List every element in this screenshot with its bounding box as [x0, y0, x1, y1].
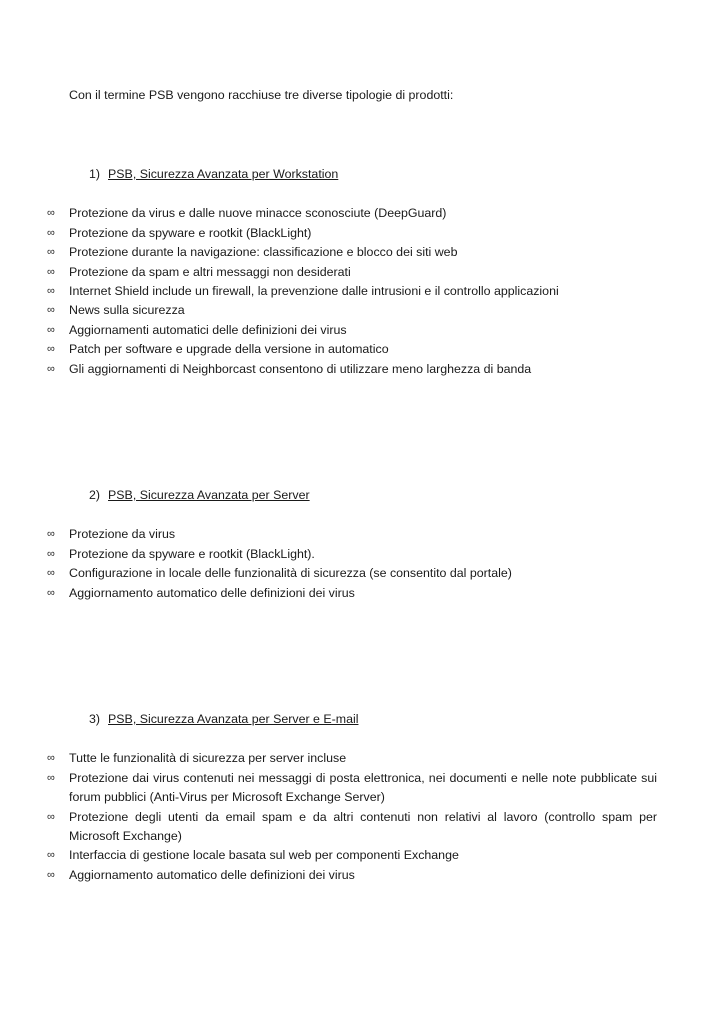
section-title: PSB, Sicurezza Avanzata per Workstation	[108, 167, 339, 181]
section-heading	[89, 710, 657, 729]
list-item	[47, 525, 657, 544]
list-item	[47, 282, 657, 301]
infinity-bullet-icon: ∞	[47, 362, 55, 375]
list-item	[47, 224, 657, 243]
list-item-text: Configurazione in locale delle funzionalità di sicurezza (se consentito dal portale)	[69, 566, 512, 581]
section-heading	[89, 165, 657, 184]
list-item	[47, 204, 657, 223]
list-item-text: Interfaccia di gestione locale basata sul web per componenti Exchange	[69, 848, 459, 863]
infinity-bullet-icon: ∞	[47, 285, 55, 298]
list-item	[47, 301, 657, 320]
section-number: 3)	[89, 712, 101, 726]
list-item-text: Tutte le funzionalità di sicurezza per server incluse	[69, 751, 347, 766]
infinity-bullet-icon: ∞	[47, 586, 55, 599]
infinity-bullet-icon: ∞	[47, 547, 55, 560]
list-item	[47, 340, 657, 359]
list-item	[47, 866, 657, 885]
feature-list	[47, 525, 657, 603]
list-item-text: Internet Shield include un firewall, la prevenzione dalle intrusioni e il controllo applicazioni	[69, 284, 559, 299]
list-item-text: Protezione da spyware e rootkit (BlackLight)	[69, 225, 312, 240]
list-item	[47, 846, 657, 865]
infinity-bullet-icon: ∞	[47, 567, 55, 580]
infinity-bullet-icon: ∞	[47, 323, 55, 336]
infinity-bullet-icon: ∞	[47, 849, 55, 862]
list-item	[47, 243, 657, 262]
list-item	[47, 263, 657, 282]
section-workstation	[47, 165, 657, 379]
list-item	[47, 321, 657, 340]
list-item	[47, 808, 657, 847]
section-title: PSB, Sicurezza Avanzata per Server	[108, 488, 310, 502]
list-item-text: News sulla sicurezza	[69, 303, 185, 318]
list-item-text: Protezione degli utenti da email spam e da altri contenuti non relativi al lavoro (controllo spam per Microsoft Exchange)	[69, 809, 657, 844]
section-server	[47, 486, 657, 603]
list-item-text: Patch per software e upgrade della versione in automatico	[69, 342, 389, 357]
list-item	[47, 584, 657, 603]
list-item-text: Aggiornamento automatico delle definizioni dei virus	[69, 867, 355, 882]
section-number: 1)	[89, 167, 101, 181]
section-server-email	[47, 710, 657, 885]
infinity-bullet-icon: ∞	[47, 343, 55, 356]
section-title: PSB, Sicurezza Avanzata per Server e E-mail	[108, 712, 359, 726]
infinity-bullet-icon: ∞	[47, 207, 55, 220]
intro-paragraph: Con il termine PSB vengono racchiuse tre diverse tipologie di prodotti:	[69, 88, 454, 102]
list-item-text: Protezione durante la navigazione: classificazione e blocco dei siti web	[69, 245, 458, 260]
infinity-bullet-icon: ∞	[47, 528, 55, 541]
infinity-bullet-icon: ∞	[47, 810, 55, 823]
list-item	[47, 360, 657, 379]
list-item-text: Aggiornamenti automatici delle definizioni dei virus	[69, 322, 347, 337]
infinity-bullet-icon: ∞	[47, 868, 55, 881]
list-item-text: Protezione dai virus contenuti nei messaggi di posta elettronica, nei documenti e nelle note pubblicate sui forum pubblici (Anti-Virus per Microsoft Exchange Server)	[69, 770, 657, 805]
feature-list	[47, 204, 657, 379]
infinity-bullet-icon: ∞	[47, 265, 55, 278]
infinity-bullet-icon: ∞	[47, 246, 55, 259]
list-item-text: Protezione da spyware e rootkit (BlackLight).	[69, 546, 315, 561]
infinity-bullet-icon: ∞	[47, 752, 55, 765]
list-item	[47, 545, 657, 564]
section-number: 2)	[89, 488, 101, 502]
list-item	[47, 749, 657, 768]
section-heading	[89, 486, 657, 505]
list-item-text: Protezione da virus	[69, 527, 176, 542]
feature-list	[47, 749, 657, 885]
infinity-bullet-icon: ∞	[47, 304, 55, 317]
list-item-text: Protezione da spam e altri messaggi non desiderati	[69, 264, 351, 279]
list-item-text: Aggiornamento automatico delle definizioni dei virus	[69, 585, 355, 600]
infinity-bullet-icon: ∞	[47, 771, 55, 784]
infinity-bullet-icon: ∞	[47, 226, 55, 239]
list-item-text: Gli aggiornamenti di Neighborcast consentono di utilizzare meno larghezza di banda	[69, 361, 532, 376]
list-item-text: Protezione da virus e dalle nuove minacce sconosciute (DeepGuard)	[69, 206, 447, 221]
list-item	[47, 564, 657, 583]
list-item	[47, 769, 657, 808]
